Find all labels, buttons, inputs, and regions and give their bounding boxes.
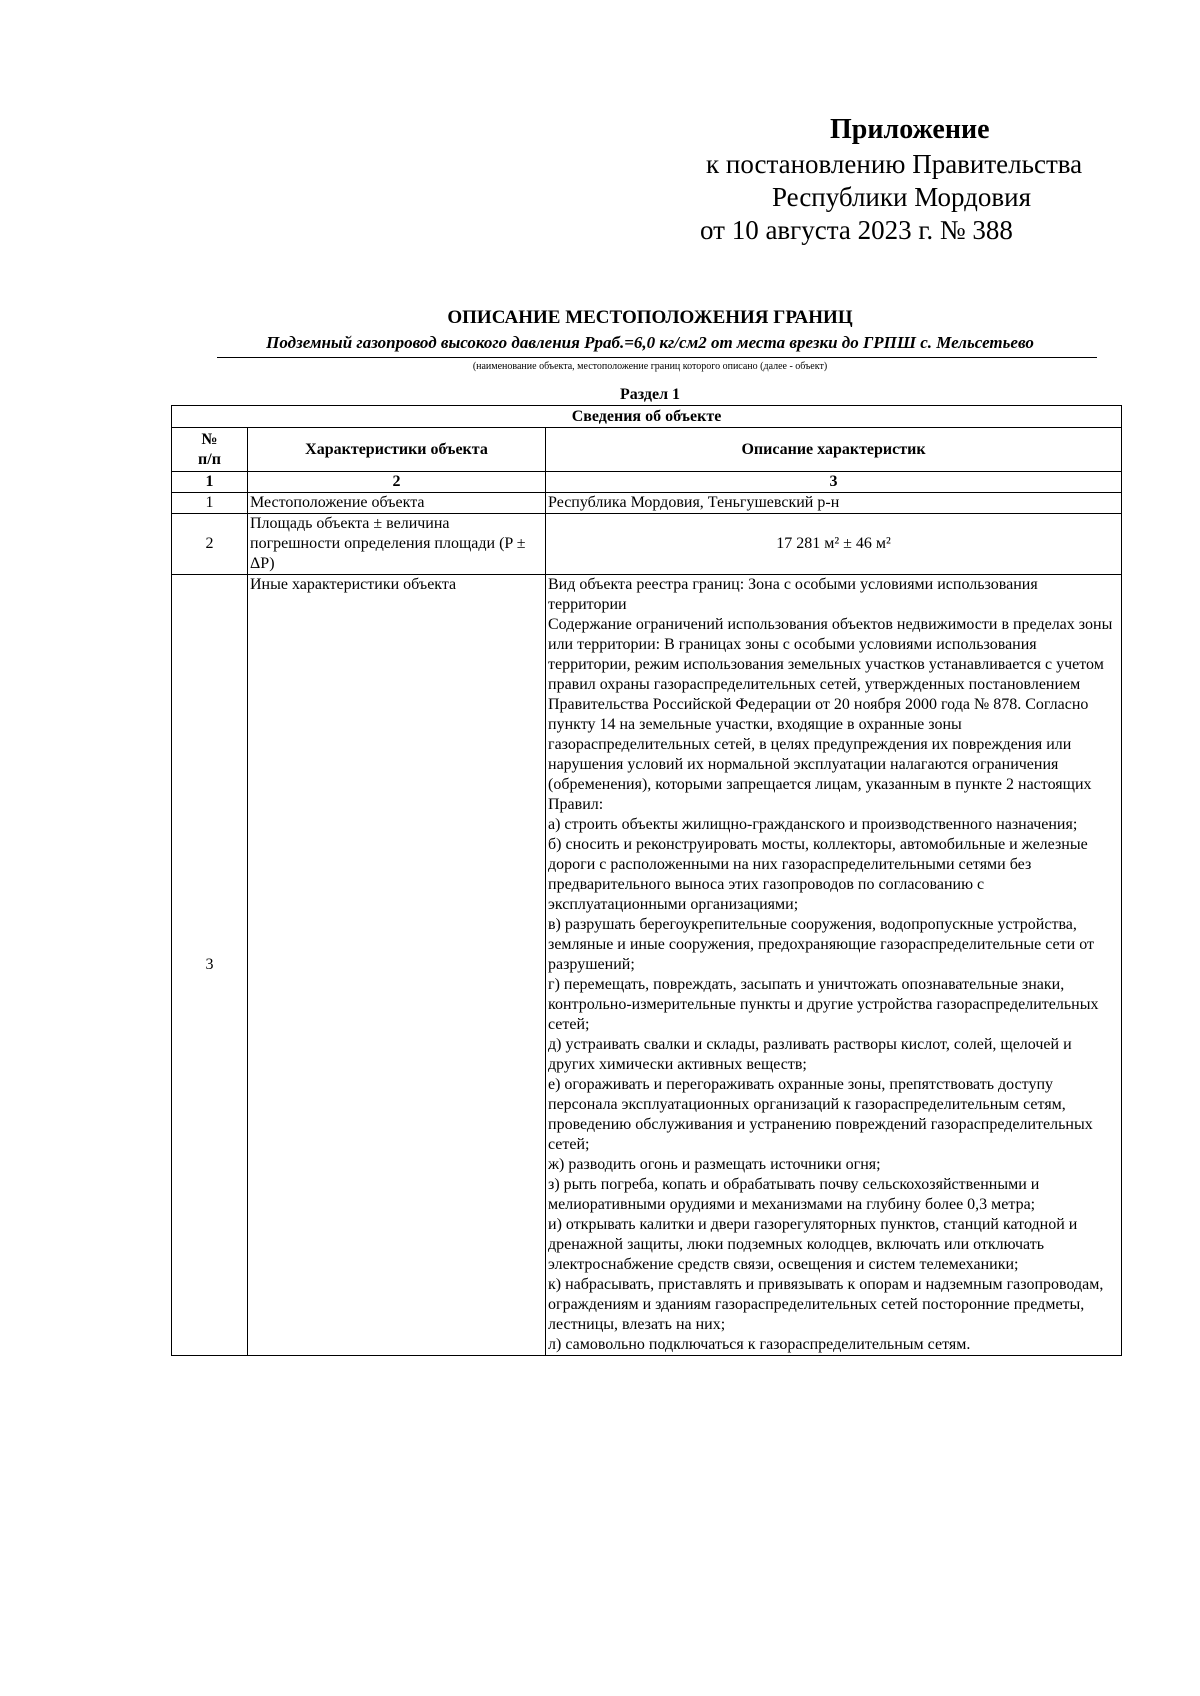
object-name: Подземный газопровод высокого давления Рраб.=6,0 кг/см2 от места врезки до ГРПШ с. Мельсетьево (266, 333, 1034, 352)
row-characteristic: Местоположение объекта (248, 493, 546, 514)
object-info-table (171, 405, 1122, 1356)
appendix-title: Приложение (830, 114, 990, 145)
row-characteristic: Площадь объекта ± величина погрешности определения площади (P ± ΔP) (248, 514, 546, 575)
row-description: Республика Мордовия, Теньгушевский р-н (546, 493, 1122, 514)
header-characteristic: Характеристики объекта (248, 428, 546, 472)
section-label: Раздел 1 (619, 386, 681, 403)
column-number-3: 3 (546, 472, 1122, 493)
header-number: № п/п (172, 428, 248, 472)
document-heading: ОПИСАНИЕ МЕСТОПОЛОЖЕНИЯ ГРАНИЦ (447, 307, 853, 328)
object-name-caption: (наименование объекта, местоположение границ которого описано (далее - объект) (472, 361, 828, 372)
table-row (172, 514, 1122, 575)
appendix-block (690, 112, 1130, 247)
appendix-line-1: к постановлению Правительства (706, 149, 1083, 179)
object-name-underline (217, 357, 1097, 358)
row-description: Вид объекта реестра границ: Зона с особыми условиями использования территории Содержание ограничений использования объектов недвижимости в пределах зоны или территории: В границах зоны с особыми условиями использования территории, режим использования земельных участков устанавливается с учетом правил охраны газораспределительных сетей, утвержденных постановлением Правительства Российской Федерации от 20 ноября 2000 года № 878. Согласно пункту 14 на земельные участки, входящие в охранные зоны газораспределительных сетей, в целях предупреждения их повреждения или нарушения условий их нормальной эксплуатации налагаются ограничения (обременения), которыми запрещается лицам, указанным в пункте 2 настоящих Правил: а) строить объекты жилищно-гражданского и производственного назначения; б) сносить и реконструировать мосты, коллекторы, автомобильные и железные дороги с расположенными на них газораспределительными сетями без предварительного выноса этих газопроводов по согласованию с эксплуатационными организациями; в) разрушать берегоукрепительные сооружения, водопропускные устройства, земляные и иные сооружения, предохраняющие газораспределительные сети от разрушений; г) перемещать, повреждать, засыпать и уничтожать опознавательные знаки, контрольно-измерительные пункты и другие устройства газораспределительных сетей; д) устраивать свалки и склады, разливать растворы кислот, солей, щелочей и других химически активных веществ; е) огораживать и перегораживать охранные зоны, препятствовать доступу персонала эксплуатационных организаций к газораспределительным сетям, проведению обслуживания и устранению повреждений газораспределительных сетей; ж) разводить огонь и размещать источники огня; з) рыть погреба, копать и обрабатывать почву сельскохозяйственными и мелиоративными орудиями и механизмами на глубину более 0,3 метра; и) открывать калитки и двери газорегуляторных пунктов, станций катодной и дренажной защиты, люки подземных колодцев, включать или отключать электроснабжение средств связи, освещения и систем телемеханики; к) набрасывать, приставлять и привязывать к опорам и надземным газопроводам, ограждениям и зданиям газораспределительных сетей посторонние предметы, лестницы, влезать на них; л) самовольно подключаться к газораспределительным сетям. (546, 575, 1122, 1356)
row-number: 1 (172, 493, 248, 514)
row-number: 2 (172, 514, 248, 575)
table-row (172, 493, 1122, 514)
row-number: 3 (172, 575, 248, 1356)
row-description: 17 281 м² ± 46 м² (546, 514, 1122, 575)
appendix-line-2: Республики Мордовия (772, 182, 1032, 212)
header-description: Описание характеристик (546, 428, 1122, 472)
table-row (172, 575, 1122, 1356)
column-number-2: 2 (248, 472, 546, 493)
appendix-line-3: от 10 августа 2023 г. № 388 (700, 215, 1013, 245)
row-characteristic: Иные характеристики объекта (248, 575, 546, 1356)
table-title: Сведения об объекте (172, 406, 1122, 428)
column-number-1: 1 (172, 472, 248, 493)
